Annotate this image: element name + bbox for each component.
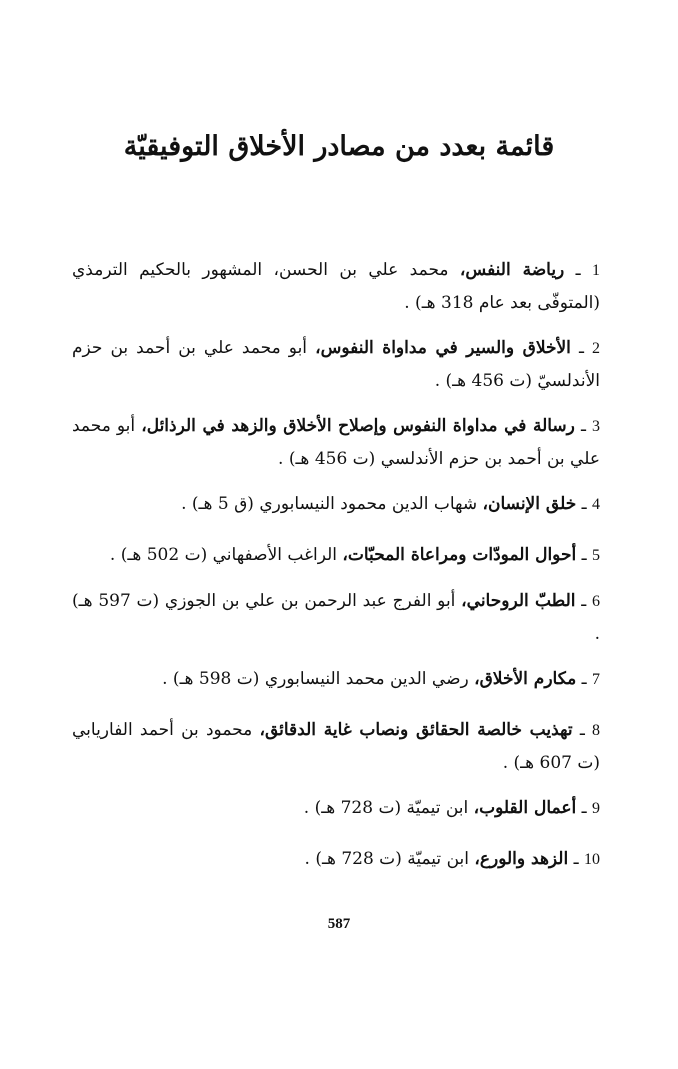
list-item <box>72 843 600 876</box>
item-dash: ـ <box>581 591 587 611</box>
book-author: الراغب الأصفهاني (ت 502 هـ) . <box>109 545 337 565</box>
list-item <box>72 539 600 572</box>
list-item <box>72 410 600 475</box>
book-author: ابن تيميّة (ت 728 هـ) . <box>304 849 469 869</box>
book-author: محمد علي بن الحسن، المشهور بالحكيم الترمذي (المتوفّى بعد عام 318 هـ) . <box>72 260 600 313</box>
book-title: رسالة في مداواة النفوس وإصلاح الأخلاق والزهد في الرذائل، <box>141 416 575 436</box>
item-number: 10 <box>584 851 600 868</box>
item-number: 9 <box>592 800 600 817</box>
book-author: شهاب الدين محمود النيسابوري (ق 5 هـ) . <box>181 494 478 514</box>
book-title: أحوال المودّات ومراعاة المحبّات، <box>342 545 577 565</box>
book-title: رياضة النفس، <box>459 260 565 280</box>
list-item <box>72 714 600 779</box>
item-number: 4 <box>592 496 600 513</box>
item-number: 8 <box>592 722 601 739</box>
item-number: 3 <box>592 418 600 435</box>
book-title: خلق الإنسان، <box>482 494 577 514</box>
book-title: الأخلاق والسير في مداواة النفوس، <box>315 338 571 358</box>
item-number: 2 <box>592 340 600 357</box>
item-dash: ـ <box>575 260 581 280</box>
page-title: قائمة بعدد من مصادر الأخلاق التوفيقيّة <box>123 131 555 162</box>
item-dash: ـ <box>581 494 587 514</box>
book-author: أبو محمد علي بن أحمد بن حزم الأندلسيّ (ت 456 هـ) . <box>72 338 600 391</box>
book-title: الزهد والورع، <box>474 849 569 869</box>
item-number: 5 <box>592 547 600 564</box>
item-dash: ـ <box>581 798 587 818</box>
book-title: مكارم الأخلاق، <box>474 669 577 689</box>
item-number: 7 <box>592 671 600 688</box>
book-author: أبو محمد علي بن أحمد بن حزم الأندلسي (ت 456 هـ) . <box>72 416 600 469</box>
list-item <box>72 254 600 319</box>
book-title: الطبّ الروحاني، <box>461 591 576 611</box>
book-author: رضي الدين محمد النيسابوري (ت 598 هـ) . <box>162 669 469 689</box>
sources-list <box>72 254 600 894</box>
list-item <box>72 585 600 650</box>
item-dash: ـ <box>581 669 587 689</box>
list-item <box>72 792 600 825</box>
book-author: ابن تيميّة (ت 728 هـ) . <box>303 798 469 818</box>
list-item <box>72 663 600 696</box>
item-dash: ـ <box>579 720 585 740</box>
list-item <box>72 332 600 397</box>
item-dash: ـ <box>578 338 584 358</box>
book-author: محمود بن أحمد الفاريابي (ت 607 هـ) . <box>72 720 600 773</box>
list-item <box>72 488 600 521</box>
item-dash: ـ <box>573 849 579 869</box>
book-title: تهذيب خالصة الحقائق ونصاب غاية الدقائق، <box>259 720 573 740</box>
item-dash: ـ <box>580 416 586 436</box>
item-number: 6 <box>592 593 601 610</box>
page-number: 587 <box>327 916 351 932</box>
book-title: أعمال القلوب، <box>473 798 577 818</box>
item-dash: ـ <box>581 545 587 565</box>
item-number: 1 <box>592 262 600 279</box>
book-author: أبو الفرج عبد الرحمن بن علي بن الجوزي (ت 597 هـ) . <box>72 591 600 644</box>
